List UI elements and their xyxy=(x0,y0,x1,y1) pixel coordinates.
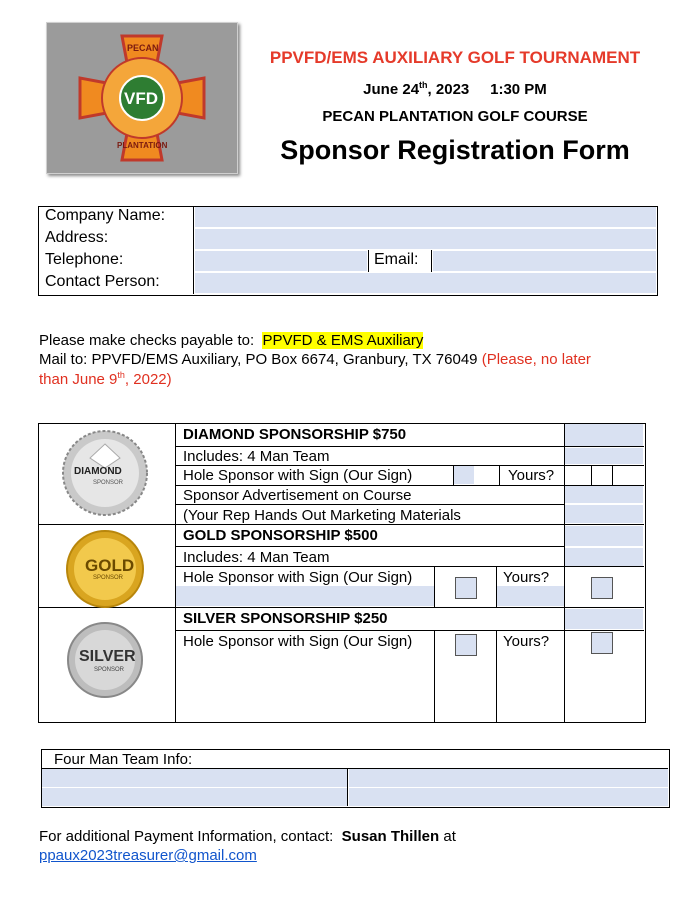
address-field[interactable] xyxy=(195,229,656,249)
silver-amount-field[interactable] xyxy=(565,609,643,629)
gold-amount-field[interactable] xyxy=(565,526,643,546)
footer-contact-name: Susan Thillen xyxy=(341,828,440,845)
silver-badge xyxy=(67,622,143,698)
form-title: Sponsor Registration Form xyxy=(280,135,630,165)
team-member-3-field[interactable] xyxy=(42,788,347,806)
diamond-team-field[interactable] xyxy=(565,448,643,464)
event-year: , 2023 xyxy=(427,81,470,98)
silver-title: SILVER SPONSORSHIP $250 xyxy=(183,610,388,627)
tournament-title: PPVFD/EMS AUXILIARY GOLF TOURNAMENT xyxy=(269,48,641,67)
diamond-rep: (Your Rep Hands Out Marketing Materials xyxy=(183,507,461,524)
diamond-includes: Includes: 4 Man Team xyxy=(183,448,330,465)
gold-badge xyxy=(66,530,144,608)
logo-bottom-text: PLANTATION xyxy=(117,141,168,150)
gold-includes: Includes: 4 Man Team xyxy=(183,549,330,566)
diamond-hole-checkbox[interactable] xyxy=(454,466,474,484)
contact-person-field[interactable] xyxy=(195,273,656,293)
silver-badge-sub: SPONSOR xyxy=(94,667,125,673)
gold-badge-sub: SPONSOR xyxy=(93,575,124,581)
contact-person-label: Contact Person: xyxy=(45,273,160,290)
gold-yours-checkbox[interactable] xyxy=(591,577,613,599)
mail-address: Mail to: PPVFD/EMS Auxiliary, PO Box 6674, Granbury, TX 76049 xyxy=(39,351,478,368)
silver-badge-text: SILVER xyxy=(79,648,136,665)
logo-center-text: VFD xyxy=(124,89,158,108)
gold-hole: Hole Sponsor with Sign (Our Sign) xyxy=(183,569,413,586)
diamond-yours: Yours? xyxy=(508,467,555,484)
diamond-yours-checkbox[interactable] xyxy=(591,466,613,485)
silver-yours: Yours? xyxy=(503,633,550,650)
gold-yours-field[interactable] xyxy=(497,586,564,606)
deadline-part-2a: than June 9 xyxy=(39,371,118,388)
gold-badge-text: GOLD xyxy=(85,556,135,575)
venue: PECAN PLANTATION GOLF COURSE xyxy=(322,108,588,125)
deadline-part-2b: , 2022) xyxy=(124,371,172,388)
diamond-hole: Hole Sponsor with Sign (Our Sign) xyxy=(183,467,413,484)
team-member-1-field[interactable] xyxy=(42,769,347,787)
telephone-field[interactable] xyxy=(195,251,367,271)
gold-hole-field[interactable] xyxy=(176,586,434,606)
checks-prefix: Please make checks payable to: xyxy=(39,332,255,349)
gold-team-field[interactable] xyxy=(565,548,643,566)
deadline-line xyxy=(39,370,172,388)
event-date-time xyxy=(250,80,660,98)
silver-hole-checkbox[interactable] xyxy=(455,634,477,656)
diamond-badge-text: DIAMOND xyxy=(74,466,122,477)
address-label: Address: xyxy=(45,229,109,246)
logo-top-text: PECAN xyxy=(127,43,159,53)
email-field[interactable] xyxy=(433,251,656,271)
diamond-advert: Sponsor Advertisement on Course xyxy=(183,487,412,504)
gold-title: GOLD SPONSORSHIP $500 xyxy=(183,527,378,544)
diamond-title: DIAMOND SPONSORSHIP $750 xyxy=(183,426,407,443)
logo xyxy=(46,22,238,174)
footer-line xyxy=(39,828,456,845)
diamond-advert-field[interactable] xyxy=(565,486,643,503)
mail-line xyxy=(39,351,591,368)
deadline-sup: th xyxy=(117,370,125,380)
gold-yours: Yours? xyxy=(503,569,550,586)
diamond-badge xyxy=(62,430,148,516)
silver-yours-checkbox[interactable] xyxy=(591,632,613,654)
silver-hole: Hole Sponsor with Sign (Our Sign) xyxy=(183,633,413,650)
checks-line xyxy=(39,332,423,349)
event-time: 1:30 PM xyxy=(490,81,547,98)
email-label: Email: xyxy=(374,251,419,268)
company-name-label: Company Name: xyxy=(45,207,166,224)
gold-hole-checkbox[interactable] xyxy=(455,577,477,599)
team-label: Four Man Team Info: xyxy=(54,751,193,768)
payee: PPVFD & EMS Auxiliary xyxy=(262,332,424,349)
event-date-suffix: th xyxy=(419,80,428,90)
diamond-rep-field[interactable] xyxy=(565,505,643,523)
footer-suffix: at xyxy=(443,828,456,845)
telephone-label: Telephone: xyxy=(45,251,124,268)
diamond-amount-field[interactable] xyxy=(565,424,643,446)
team-member-2-field[interactable] xyxy=(349,769,668,787)
team-member-4-field[interactable] xyxy=(349,788,668,806)
event-date: June 24 xyxy=(363,81,420,98)
diamond-badge-sub: SPONSOR xyxy=(93,480,124,486)
footer-email-link[interactable]: ppaux2023treasurer@gmail.com xyxy=(39,847,257,864)
footer-prefix: For additional Payment Information, contact: xyxy=(39,828,334,845)
company-name-field[interactable] xyxy=(195,207,656,227)
deadline-part-1: (Please, no later xyxy=(481,351,591,368)
